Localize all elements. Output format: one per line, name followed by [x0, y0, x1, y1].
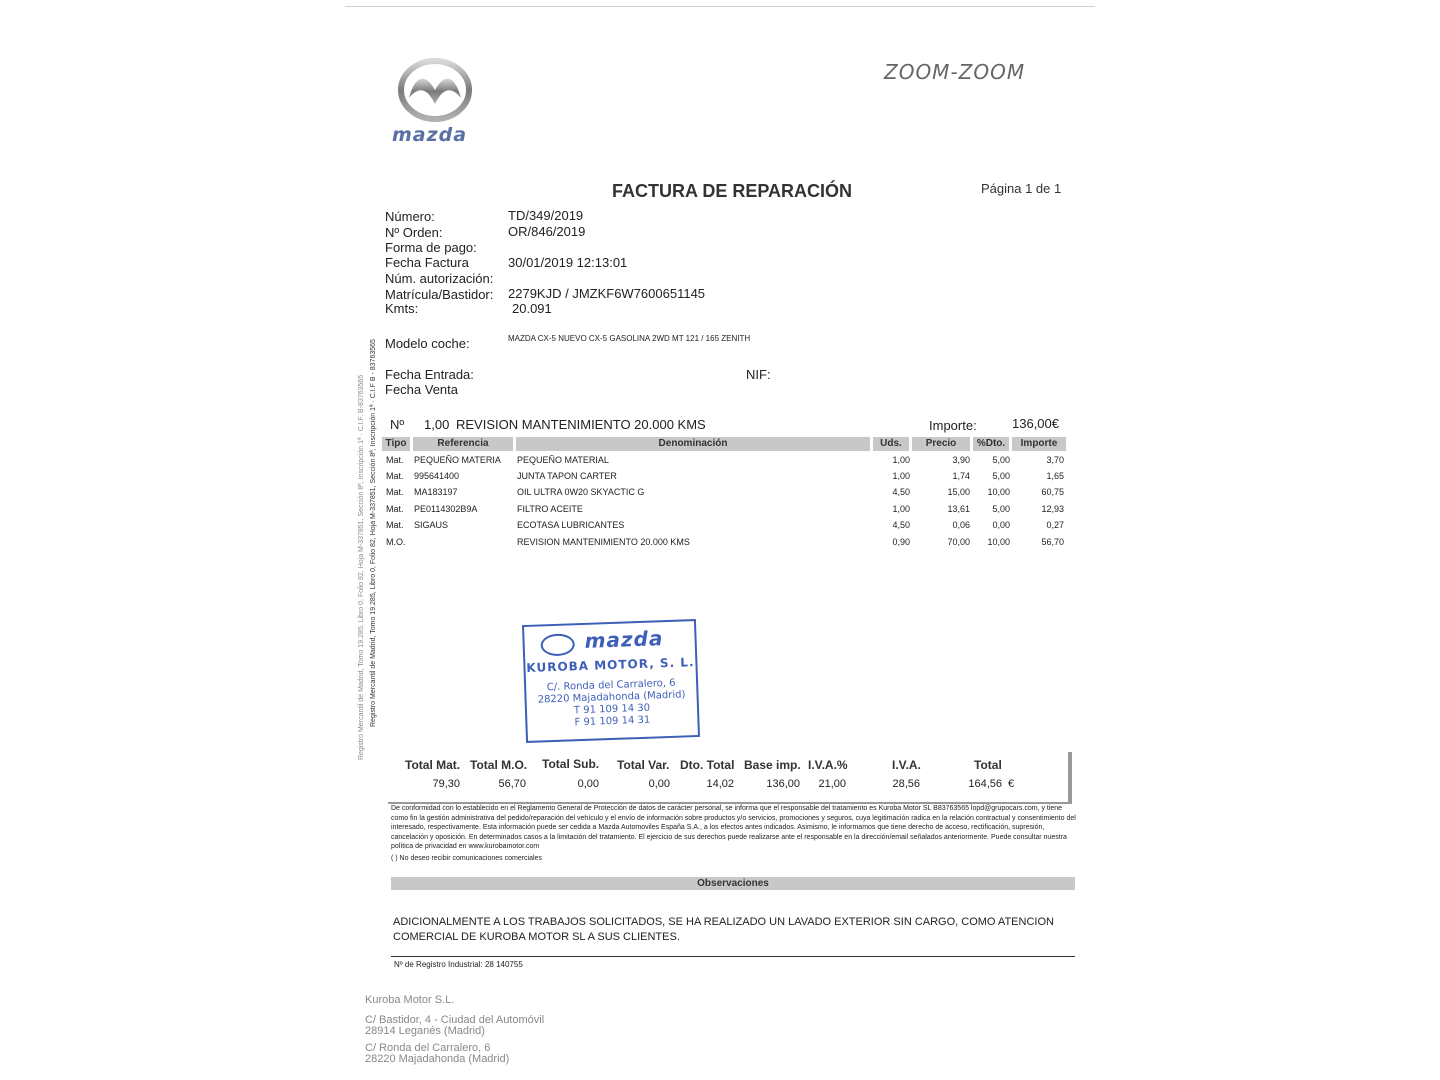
info-value-kmts: 20.091	[512, 301, 552, 316]
iva-percent-value: 21,00	[818, 778, 846, 790]
info-value-orden: OR/846/2019	[508, 224, 586, 239]
footer-address2-line1: C/ Ronda del Carralero, 6	[365, 1042, 491, 1054]
info-label-matricula: Matrícula/Bastidor:	[385, 287, 494, 302]
cell-referencia: SIGAUS	[414, 520, 449, 530]
total-var-label: Total Var.	[617, 758, 670, 772]
cell-uds: 4,50	[892, 520, 910, 530]
footer-address1-line1: C/ Bastidor, 4 - Ciudad del Automóvil	[365, 1014, 545, 1026]
cell-precio: 0,06	[952, 520, 970, 530]
cell-dto: 0,00	[992, 520, 1010, 530]
table-row	[382, 487, 1068, 503]
observaciones-text: ADICIONALMENTE A LOS TRABAJOS SOLICITADOS, SE HA REALIZADO UN LAVADO EXTERIOR SIN CARGO, COMO ATENCION COMERCIAL DE KUROBA MOTOR SL A SUS CLIENTES.	[393, 916, 1054, 943]
cell-referencia: MA183197	[414, 487, 458, 497]
footer-address2-line2: 28220 Majadahonda (Madrid)	[365, 1053, 510, 1065]
info-value-matricula: 2279KJD / JMZKF6W7600651145	[508, 286, 706, 301]
dto-total-value: 14,02	[706, 778, 734, 790]
info-label-kmts: Kmts:	[385, 301, 419, 316]
cell-denominacion: FILTRO ACEITE	[517, 504, 583, 514]
cell-uds: 4,50	[892, 487, 910, 497]
dealer-stamp	[522, 619, 700, 743]
cell-tipo: Mat.	[386, 504, 404, 514]
nif-label: NIF:	[746, 367, 771, 382]
cell-tipo: Mat.	[386, 520, 404, 530]
bottom-rule	[391, 956, 1075, 957]
cell-dto: 10,00	[987, 537, 1010, 546]
total-value: 164,56	[968, 778, 1002, 790]
iva-label: I.V.A.	[892, 758, 921, 772]
line-description: REVISION MANTENIMIENTO 20.000 KMS	[456, 417, 706, 432]
total-mat-value: 79,30	[432, 778, 460, 790]
privacy-notice: De conformidad con lo establecido en el Reglamento General de Protección de datos de carácter personal, se informa que el responsable del tratamiento es Kuroba Motor SL B83763565 lopd@grupocars.com, y tiene como fin la gestión administrativa del pedido/reparación del vehículo y el envío de información sobre productos y/o servicios, promociones y seguros, cuya legitimación radica en la relación contractual y consentimiento del interesado, respectivamente. Esta información puede ser cedida a Mazda Automoviles España S.A., a los efectos antes indicados. Asimismo, le informamos que tiene derecho de acceso, rectificación, supresión, cancelación y oposición. En determinados casos a la limitación del tratamiento. El ejercicio de sus derechos puede realizarse ante el responsable en la dirección/email señalados anteriormente. Puede consultar nuestra política de privacidad en www.kurobamotor.com	[391, 805, 1076, 850]
iva-value: 28,56	[892, 778, 920, 790]
total-var-value: 0,00	[648, 778, 670, 790]
stamp-fax: F 91 109 14 31	[574, 714, 651, 729]
column-header-denominacion: Denominación	[516, 437, 870, 451]
footer-address1-line2: 28914 Leganés (Madrid)	[365, 1025, 485, 1037]
cell-precio: 15,00	[947, 487, 970, 497]
fecha-venta-label: Fecha Venta	[385, 382, 458, 397]
stamp-address: C/. Ronda del Carralero, 6	[546, 677, 676, 694]
cell-importe: 1,65	[1046, 471, 1064, 481]
total-label: Total	[974, 758, 1002, 772]
total-mo-value: 56,70	[498, 778, 526, 790]
cell-uds: 0,90	[892, 537, 910, 546]
total-sub-value: 0,00	[577, 778, 599, 790]
cell-precio: 1,74	[952, 471, 970, 481]
table-row	[382, 520, 1068, 536]
cell-tipo: Mat.	[386, 487, 404, 497]
cell-denominacion: PEQUEÑO MATERIAL	[517, 455, 609, 465]
info-value-numero: TD/349/2019	[508, 208, 584, 223]
info-value-fecha-factura: 30/01/2019 12:13:01	[508, 255, 628, 270]
iva-percent-label: I.V.A.%	[808, 758, 848, 772]
column-header-tipo: Tipo	[382, 437, 410, 451]
slogan: ZOOM-ZOOM	[884, 60, 1026, 84]
line-importe-value: 136,00€	[1012, 416, 1059, 431]
cell-importe: 3,70	[1046, 455, 1064, 465]
top-rule	[345, 6, 1095, 7]
cell-importe: 0,27	[1046, 520, 1064, 530]
side-registry-stamp-text: Registro Mercantil de Madrid, Tomo 19.285, Libro 0, Folio 82, Hoja M-337851, Sección 8ª, Inscripción 1ª · C.I.F B - 83763565	[370, 339, 377, 727]
info-label-autorizacion: Núm. autorización:	[385, 271, 494, 286]
base-imp-value: 136,00	[766, 778, 800, 790]
total-mat-label: Total Mat.	[405, 758, 461, 772]
line-number-label: Nº	[390, 417, 405, 432]
info-label-orden: Nº Orden:	[385, 225, 443, 240]
cell-referencia: PEQUEÑO MATERIA	[414, 455, 501, 465]
total-sub-label: Total Sub.	[542, 757, 600, 771]
stamp-logo-icon	[540, 633, 575, 656]
cell-dto: 5,00	[992, 504, 1010, 514]
side-registry-text: Registro Mercantil de Madrid, Tomo 19.285, Libro 0, Folio 82, Hoja M-337851, Sección 8ª, Inscripción 1ª · C.I.F. B-83763565	[358, 374, 365, 760]
cell-dto: 10,00	[987, 487, 1010, 497]
table-row	[382, 455, 1068, 471]
cell-uds: 1,00	[892, 471, 910, 481]
cell-denominacion: ECOTASA LUBRICANTES	[517, 520, 625, 530]
model-value: MAZDA CX-5 NUEVO CX-5 GASOLINA 2WD MT 121 / 165 ZENITH	[508, 334, 751, 343]
stamp-city: 28220 Majadahonda (Madrid)	[537, 689, 686, 706]
fecha-entrada-label: Fecha Entrada:	[385, 367, 474, 382]
table-row	[382, 471, 1068, 487]
cell-importe: 56,70	[1041, 537, 1064, 546]
cell-denominacion: OIL ULTRA 0W20 SKYACTIC G	[517, 487, 645, 497]
table-row	[382, 504, 1068, 520]
cell-tipo: Mat.	[386, 455, 404, 465]
cell-dto: 5,00	[992, 471, 1010, 481]
line-importe-label: Importe:	[929, 418, 977, 433]
registro-industrial: Nº de Registro Industrial: 28 140755	[394, 960, 523, 969]
cell-denominacion: JUNTA TAPON CARTER	[517, 471, 617, 481]
cell-importe: 60,75	[1041, 487, 1064, 497]
stamp-company-name: KUROBA MOTOR, S. L.	[526, 655, 695, 675]
cell-tipo: M.O.	[386, 537, 406, 546]
table-row	[382, 537, 1068, 546]
cell-uds: 1,00	[892, 504, 910, 514]
stamp-brand: mazda	[584, 626, 664, 653]
cell-denominacion: REVISION MANTENIMIENTO 20.000 KMS	[517, 537, 690, 546]
column-header-dto: %Dto.	[973, 437, 1009, 451]
info-label-forma-pago: Forma de pago:	[385, 240, 477, 255]
marketing-optout: ( ) No deseo recibir comunicaciones comerciales	[391, 855, 542, 862]
page-indicator: Página 1 de 1	[981, 181, 1062, 196]
cell-precio: 13,61	[947, 504, 970, 514]
cell-precio: 3,90	[952, 455, 970, 465]
cell-referencia: 995641400	[414, 471, 460, 481]
model-label: Modelo coche:	[385, 336, 470, 351]
column-header-importe: Importe	[1012, 437, 1066, 451]
observaciones-header: Observaciones	[391, 877, 1075, 890]
line-quantity: 1,00	[424, 417, 450, 432]
currency-symbol: €	[1008, 778, 1015, 790]
table-row-cut	[382, 537, 1072, 546]
dto-total-label: Dto. Total	[680, 758, 735, 772]
cell-referencia: PE0114302B9A	[414, 504, 478, 514]
column-header-uds: Uds.	[873, 437, 909, 451]
column-header-precio: Precio	[912, 437, 970, 451]
info-label-fecha-factura: Fecha Factura	[385, 255, 469, 270]
total-mo-label: Total M.O.	[470, 758, 528, 772]
brand-word: mazda	[392, 124, 468, 146]
footer-company: Kuroba Motor S.L.	[365, 994, 455, 1006]
column-header-referencia: Referencia	[413, 437, 513, 451]
cell-tipo: Mat.	[386, 471, 404, 481]
items-table-header	[382, 437, 1068, 451]
cell-uds: 1,00	[892, 455, 910, 465]
cell-dto: 5,00	[992, 455, 1010, 465]
stamp-phone: T 91 109 14 30	[573, 702, 651, 717]
cell-precio: 70,00	[947, 537, 970, 546]
base-imp-label: Base imp.	[744, 758, 801, 772]
document-title: FACTURA DE REPARACIÓN	[612, 181, 853, 201]
info-label-numero: Número:	[385, 209, 435, 224]
cell-importe: 12,93	[1041, 504, 1064, 514]
